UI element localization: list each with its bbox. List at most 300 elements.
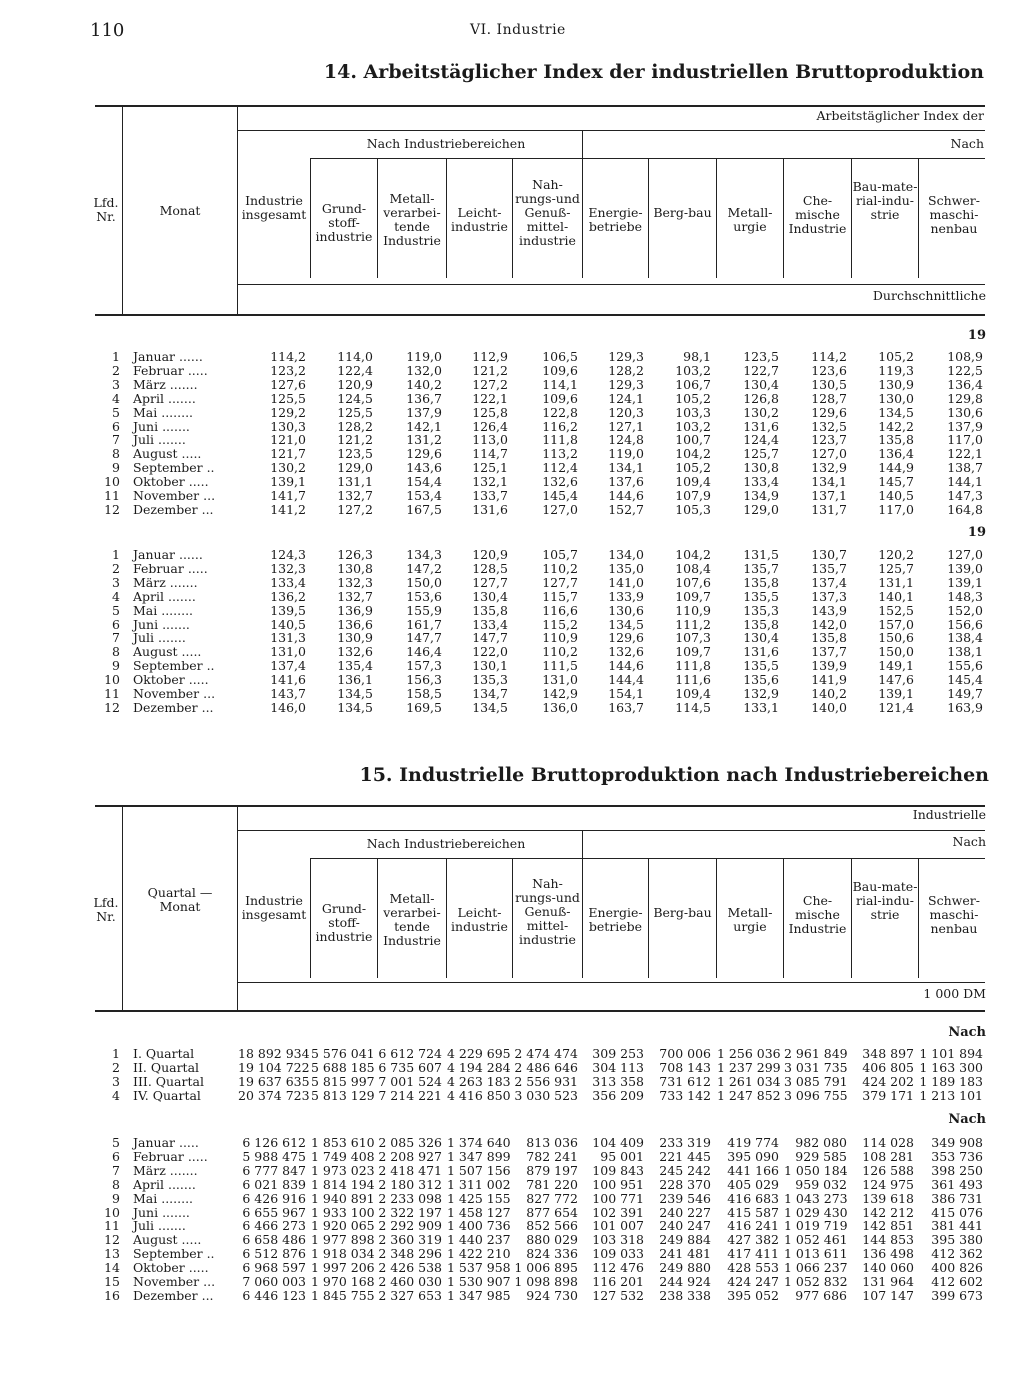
table-cell: 100 951 [592, 1176, 644, 1192]
table-cell: 135,0 [608, 560, 644, 576]
table-14-col-month: Monat [159, 203, 201, 218]
table-cell: 135,5 [743, 658, 779, 674]
table-cell: 3 096 755 [784, 1087, 848, 1103]
table-row [0, 701, 1000, 715]
table-cell: 137,6 [608, 474, 644, 490]
table-cell: 125,7 [743, 446, 779, 462]
table-cell: 122,4 [337, 362, 373, 378]
table-cell: 112,4 [542, 460, 578, 476]
table-row [0, 1275, 1000, 1289]
table-row [0, 618, 1000, 632]
table-cell: 1 163 300 [919, 1059, 983, 1075]
table-row [0, 461, 1000, 475]
table-cell: 138,1 [947, 644, 983, 660]
table-row [0, 604, 1000, 618]
row-number: 4 [112, 390, 120, 406]
table-14-group-header: Nach Industriebereichen [366, 136, 526, 151]
table-cell: 1 920 065 [311, 1218, 375, 1234]
table-row [0, 687, 1000, 701]
table-cell: 108,4 [675, 560, 711, 576]
table-cell: 109,6 [542, 362, 578, 378]
row-number: 11 [104, 1218, 120, 1234]
table-row [0, 420, 1000, 434]
table-cell: 131,7 [811, 501, 847, 517]
table-cell: 120,2 [878, 547, 914, 562]
table-cell: 142,1 [406, 418, 442, 434]
row-number: 11 [104, 488, 120, 503]
table-cell: 1 400 736 [447, 1218, 511, 1234]
table-cell: 233 319 [659, 1135, 711, 1150]
table-cell: 137,9 [406, 404, 442, 420]
row-month: April ....... [133, 390, 196, 406]
table-cell: 130,4 [472, 588, 508, 604]
table-cell: 134,5 [337, 686, 373, 701]
table-cell: 124,4 [743, 432, 779, 448]
table-cell: 142,0 [811, 616, 847, 632]
table-15-title: 15. Industrielle Bruttoproduktion nach Industriebereichen [359, 764, 989, 786]
table-cell: 419 774 [727, 1135, 779, 1150]
table-14-col-bergbau: Berg-bau [653, 205, 712, 220]
table-cell: 1 977 898 [311, 1232, 375, 1248]
table-cell: 128,2 [608, 362, 644, 378]
table-cell: 133,1 [743, 699, 779, 715]
table-cell: 134,1 [811, 474, 847, 490]
table-cell: 428 553 [727, 1260, 779, 1276]
table-cell: 106,7 [675, 376, 711, 392]
table-cell: 137,4 [270, 658, 306, 674]
table-cell: 125,5 [270, 390, 306, 406]
table-cell: 1 530 907 [447, 1274, 511, 1289]
table-cell: 154,1 [608, 686, 644, 701]
row-month: September .. [133, 658, 215, 674]
table-cell: 155,6 [947, 658, 983, 674]
row-number: 12 [104, 1232, 120, 1248]
table-cell: 6 735 607 [378, 1059, 442, 1075]
table-cell: 109 033 [592, 1246, 644, 1262]
table-cell: 95 001 [600, 1148, 644, 1164]
table-cell: 131,3 [270, 630, 306, 646]
table-14-year-label-2: 19 [967, 525, 986, 540]
row-month: Juli ....... [133, 1218, 186, 1234]
table-cell: 132,9 [743, 686, 779, 701]
table-cell: 128,5 [472, 560, 508, 576]
table-cell: 18 892 934 [238, 1046, 310, 1061]
table-cell: 126,4 [472, 418, 508, 434]
table-cell: 929 585 [795, 1148, 847, 1164]
table-cell: 1 933 100 [311, 1204, 375, 1220]
table-cell: 130,5 [811, 376, 847, 392]
table-cell: 412 362 [931, 1246, 983, 1262]
table-cell: 105,2 [878, 349, 914, 364]
row-month: Oktober ..... [133, 1260, 209, 1276]
table-cell: 122,7 [743, 362, 779, 378]
row-month: September .. [133, 460, 215, 476]
table-cell: 139 618 [862, 1190, 914, 1206]
table-cell: 119,3 [878, 362, 914, 378]
table-cell: 107,9 [675, 488, 711, 503]
table-cell: 2 322 197 [378, 1204, 442, 1220]
table-cell: 129,6 [811, 404, 847, 420]
table-14-right-header: Nach [950, 136, 984, 151]
table-cell: 108 281 [862, 1148, 914, 1164]
table-cell: 110,2 [542, 560, 578, 576]
table-cell: 132,6 [608, 644, 644, 660]
table-cell: 131,6 [743, 644, 779, 660]
table-cell: 147,6 [878, 672, 914, 688]
row-month: November ... [133, 488, 216, 503]
row-month: August ..... [133, 446, 202, 462]
row-number: 3 [112, 574, 120, 590]
row-month: Dezember ... [133, 501, 214, 517]
table-cell: 109,4 [675, 686, 711, 701]
table-cell: 130,9 [337, 630, 373, 646]
table-cell: 127,7 [472, 574, 508, 590]
table-cell: 130,7 [811, 547, 847, 562]
table-cell: 128,2 [337, 418, 373, 434]
table-cell: 239 546 [659, 1190, 711, 1206]
table-cell: 109,7 [675, 644, 711, 660]
table-cell: 813 036 [526, 1135, 578, 1150]
table-cell: 103,3 [675, 404, 711, 420]
row-number: 1 [112, 1046, 120, 1061]
table-cell: 122,1 [472, 390, 508, 406]
table-cell: 117,0 [878, 501, 914, 517]
table-cell: 149,1 [878, 658, 914, 674]
table-cell: 169,5 [406, 699, 442, 715]
table-cell: 2 180 312 [378, 1176, 442, 1192]
table-14-col-grundstoff: Grund-stoff-industrie [315, 201, 373, 244]
row-month: Januar ...... [133, 547, 203, 562]
table-cell: 150,6 [878, 630, 914, 646]
table-cell: 132,3 [270, 560, 306, 576]
table-cell: 158,5 [406, 686, 442, 701]
table-cell: 424 247 [727, 1274, 779, 1289]
table-cell: 1 101 894 [919, 1046, 983, 1061]
table-cell: 130,2 [743, 404, 779, 420]
table-cell: 2 208 927 [378, 1148, 442, 1164]
table-cell: 132,0 [406, 362, 442, 378]
row-month: Juni ....... [133, 1204, 190, 1220]
table-cell: 733 142 [659, 1087, 711, 1103]
table-cell: 1 440 237 [447, 1232, 511, 1248]
table-cell: 731 612 [659, 1073, 711, 1089]
table-cell: 135,7 [743, 560, 779, 576]
table-cell: 130,4 [743, 630, 779, 646]
row-number: 10 [104, 474, 120, 490]
table-cell: 134,9 [743, 488, 779, 503]
table-cell: 130,9 [878, 376, 914, 392]
table-cell: 132,5 [811, 418, 847, 434]
table-cell: 1 853 610 [311, 1135, 375, 1150]
table-cell: 228 370 [659, 1176, 711, 1192]
table-cell: 135,4 [337, 658, 373, 674]
table-cell: 109,7 [675, 588, 711, 604]
table-cell: 111,6 [675, 672, 711, 688]
row-month: II. Quartal [133, 1059, 200, 1075]
table-cell: 110,2 [542, 644, 578, 660]
row-month: März ....... [133, 376, 198, 392]
row-month: Februar ..... [133, 1148, 208, 1164]
table-cell: 114,7 [472, 446, 508, 462]
table-cell: 150,0 [878, 644, 914, 660]
table-cell: 125,7 [878, 560, 914, 576]
table-cell: 136 498 [862, 1246, 914, 1262]
table-row [0, 645, 1000, 659]
table-cell: 1 261 034 [717, 1073, 781, 1089]
table-cell: 20 374 723 [238, 1087, 310, 1103]
table-cell: 1 006 895 [514, 1260, 578, 1276]
table-14-col-metallurgie: Metall-urgie [727, 205, 773, 234]
table-row [0, 1261, 1000, 1275]
table-cell: 131,0 [542, 672, 578, 688]
table-cell: 152,5 [878, 602, 914, 618]
table-cell: 879 197 [526, 1162, 578, 1178]
table-cell: 133,9 [608, 588, 644, 604]
table-cell: 1 019 719 [784, 1218, 848, 1234]
table-cell: 395 380 [931, 1232, 983, 1248]
table-cell: 144,6 [608, 658, 644, 674]
table-cell: 130,6 [947, 404, 983, 420]
table-row [0, 392, 1000, 406]
table-cell: 398 250 [931, 1162, 983, 1178]
table-cell: 135,7 [811, 560, 847, 576]
table-cell: 824 336 [526, 1246, 578, 1262]
table-cell: 1 013 611 [784, 1246, 848, 1262]
table-row [0, 406, 1000, 420]
table-cell: 140,2 [811, 686, 847, 701]
table-cell: 2 418 471 [378, 1162, 442, 1178]
table-cell: 140,1 [878, 588, 914, 604]
table-14-title: 14. Arbeitstäglicher Index der industriellen Bruttoproduktion [323, 61, 984, 83]
table-cell: 924 730 [526, 1287, 578, 1303]
table-cell: 405 029 [727, 1176, 779, 1192]
table-cell: 127,2 [472, 376, 508, 392]
table-cell: 155,9 [406, 602, 442, 618]
row-number: 1 [112, 547, 120, 562]
table-cell: 127,2 [337, 501, 373, 517]
table-14-col-industrie: Industrie insgesamt [241, 193, 307, 222]
table-row [0, 503, 1000, 517]
row-month: Mai ........ [133, 1190, 194, 1206]
table-cell: 100 771 [592, 1190, 644, 1206]
table-cell: 221 445 [659, 1148, 711, 1164]
row-month: Juli ....... [133, 630, 186, 646]
table-cell: 313 358 [592, 1073, 644, 1089]
table-14-col-energie: Energie-betriebe [588, 205, 643, 234]
table-cell: 1 970 168 [311, 1274, 375, 1289]
table-15-block-label-2: Nach [948, 1112, 986, 1127]
row-number: 2 [112, 1059, 120, 1075]
table-cell: 114,2 [270, 349, 306, 364]
table-cell: 240 227 [659, 1204, 711, 1220]
table-cell: 114,0 [337, 349, 373, 364]
table-cell: 982 080 [795, 1135, 847, 1150]
row-number: 2 [112, 560, 120, 576]
table-cell: 131,1 [337, 474, 373, 490]
table-cell: 139,5 [270, 602, 306, 618]
table-cell: 153,4 [406, 488, 442, 503]
table-row [0, 350, 1000, 364]
table-cell: 130,2 [270, 460, 306, 476]
row-month: IV. Quartal [133, 1087, 201, 1103]
table-cell: 123,7 [811, 432, 847, 448]
table-cell: 100,7 [675, 432, 711, 448]
table-cell: 135,5 [743, 588, 779, 604]
table-cell: 136,7 [406, 390, 442, 406]
table-cell: 134,3 [406, 547, 442, 562]
table-15-col-chemie: Che-mische Industrie [788, 893, 847, 936]
table-cell: 111,8 [675, 658, 711, 674]
table-cell: 3 030 523 [514, 1087, 578, 1103]
row-month: September .. [133, 1246, 215, 1262]
table-cell: 157,3 [406, 658, 442, 674]
table-cell: 107,3 [675, 630, 711, 646]
table-cell: 125,1 [472, 460, 508, 476]
table-cell: 114,5 [675, 699, 711, 715]
table-cell: 129,0 [337, 460, 373, 476]
table-14-col-nahrung: Nah-rungs-und Genuß-mittel-industrie [515, 177, 580, 248]
table-cell: 249 884 [659, 1232, 711, 1248]
table-14-col-leicht: Leicht-industrie [451, 205, 508, 234]
table-cell: 121,2 [472, 362, 508, 378]
row-month: Juli ....... [133, 432, 186, 448]
table-row [0, 1075, 1000, 1089]
table-cell: 129,6 [608, 630, 644, 646]
row-number: 3 [112, 1073, 120, 1089]
table-cell: 127,0 [947, 547, 983, 562]
table-cell: 114 028 [862, 1135, 914, 1150]
table-cell: 2 961 849 [784, 1046, 848, 1061]
table-cell: 130,4 [743, 376, 779, 392]
table-cell: 134,0 [608, 547, 644, 562]
table-cell: 136,4 [878, 446, 914, 462]
table-cell: 133,7 [472, 488, 508, 503]
table-cell: 441 166 [727, 1162, 779, 1178]
table-cell: 135,8 [472, 602, 508, 618]
table-cell: 134,7 [472, 686, 508, 701]
table-cell: 153,6 [406, 588, 442, 604]
table-cell: 395 052 [727, 1287, 779, 1303]
table-cell: 132,3 [337, 574, 373, 590]
table-cell: 6 512 876 [242, 1246, 306, 1262]
table-cell: 103,2 [675, 418, 711, 434]
row-month: Dezember ... [133, 699, 214, 715]
table-cell: 119,0 [406, 349, 442, 364]
table-cell: 7 214 221 [378, 1087, 442, 1103]
table-cell: 1 247 852 [717, 1087, 781, 1103]
table-cell: 700 006 [659, 1046, 711, 1061]
table-cell: 4 229 695 [447, 1046, 511, 1061]
table-cell: 5 688 185 [311, 1059, 375, 1075]
table-cell: 2 460 030 [378, 1274, 442, 1289]
table-cell: 1 814 194 [311, 1176, 375, 1192]
table-cell: 4 194 284 [447, 1059, 511, 1075]
row-number: 2 [112, 362, 120, 378]
row-number: 5 [112, 404, 120, 420]
table-cell: 105,2 [675, 390, 711, 406]
table-cell: 146,0 [270, 699, 306, 715]
table-row [0, 673, 1000, 687]
table-cell: 6 655 967 [242, 1204, 306, 1220]
row-number: 4 [112, 1087, 120, 1103]
table-cell: 116,2 [542, 418, 578, 434]
table-cell: 129,2 [270, 404, 306, 420]
table-cell: 129,6 [406, 446, 442, 462]
table-cell: 1 256 036 [717, 1046, 781, 1061]
table-cell: 386 731 [931, 1190, 983, 1206]
table-cell: 880 029 [526, 1232, 578, 1248]
table-row [0, 1047, 1000, 1061]
table-cell: 121,7 [270, 446, 306, 462]
table-cell: 127,7 [542, 574, 578, 590]
table-cell: 130,8 [743, 460, 779, 476]
row-number: 10 [104, 1204, 120, 1220]
table-cell: 107,6 [675, 574, 711, 590]
table-row [0, 378, 1000, 392]
table-cell: 136,2 [270, 588, 306, 604]
table-cell: 142 851 [862, 1218, 914, 1234]
table-cell: 6 446 123 [242, 1287, 306, 1303]
table-cell: 143,9 [811, 602, 847, 618]
table-15-col-bergbau: Berg-bau [653, 905, 712, 920]
table-cell: 119,0 [608, 446, 644, 462]
table-cell: 116 201 [592, 1274, 644, 1289]
row-number: 7 [112, 432, 120, 448]
row-number: 9 [112, 460, 120, 476]
table-cell: 145,7 [878, 474, 914, 490]
row-month: Mai ........ [133, 602, 194, 618]
table-cell: 126,8 [743, 390, 779, 406]
table-cell: 132,6 [337, 644, 373, 660]
table-cell: 123,5 [337, 446, 373, 462]
row-number: 5 [112, 1135, 120, 1150]
table-cell: 6 658 486 [242, 1232, 306, 1248]
table-cell: 141,9 [811, 672, 847, 688]
table-14-col-lfd: Lfd. Nr. [93, 195, 119, 224]
table-cell: 124,8 [608, 432, 644, 448]
table-cell: 240 247 [659, 1218, 711, 1234]
table-cell: 782 241 [526, 1148, 578, 1164]
table-row [0, 1061, 1000, 1075]
row-month: Mai ........ [133, 404, 194, 420]
table-cell: 120,9 [337, 376, 373, 392]
table-cell: 132,1 [472, 474, 508, 490]
table-cell: 145,4 [947, 672, 983, 688]
table-cell: 2 348 296 [378, 1246, 442, 1262]
table-cell: 7 001 524 [378, 1073, 442, 1089]
table-cell: 1 237 299 [717, 1059, 781, 1075]
table-14-col-schwermasch: Schwer-maschi-nenbau [928, 193, 980, 236]
table-row [0, 447, 1000, 461]
table-cell: 111,2 [675, 616, 711, 632]
table-cell: 128,7 [811, 390, 847, 406]
table-cell: 143,6 [406, 460, 442, 476]
table-cell: 136,1 [337, 672, 373, 688]
row-number: 8 [112, 644, 120, 660]
table-cell: 134,5 [337, 699, 373, 715]
table-cell: 379 171 [862, 1087, 914, 1103]
table-cell: 131,0 [270, 644, 306, 660]
table-cell: 6 968 597 [242, 1260, 306, 1276]
table-cell: 167,5 [406, 501, 442, 517]
row-number: 4 [112, 588, 120, 604]
table-cell: 140,5 [878, 488, 914, 503]
table-cell: 1 422 210 [447, 1246, 511, 1262]
table-cell: 125,5 [337, 404, 373, 420]
table-cell: 126,3 [337, 547, 373, 562]
table-14-year-label-1: 19 [967, 328, 986, 343]
table-cell: 1 845 755 [311, 1287, 375, 1303]
